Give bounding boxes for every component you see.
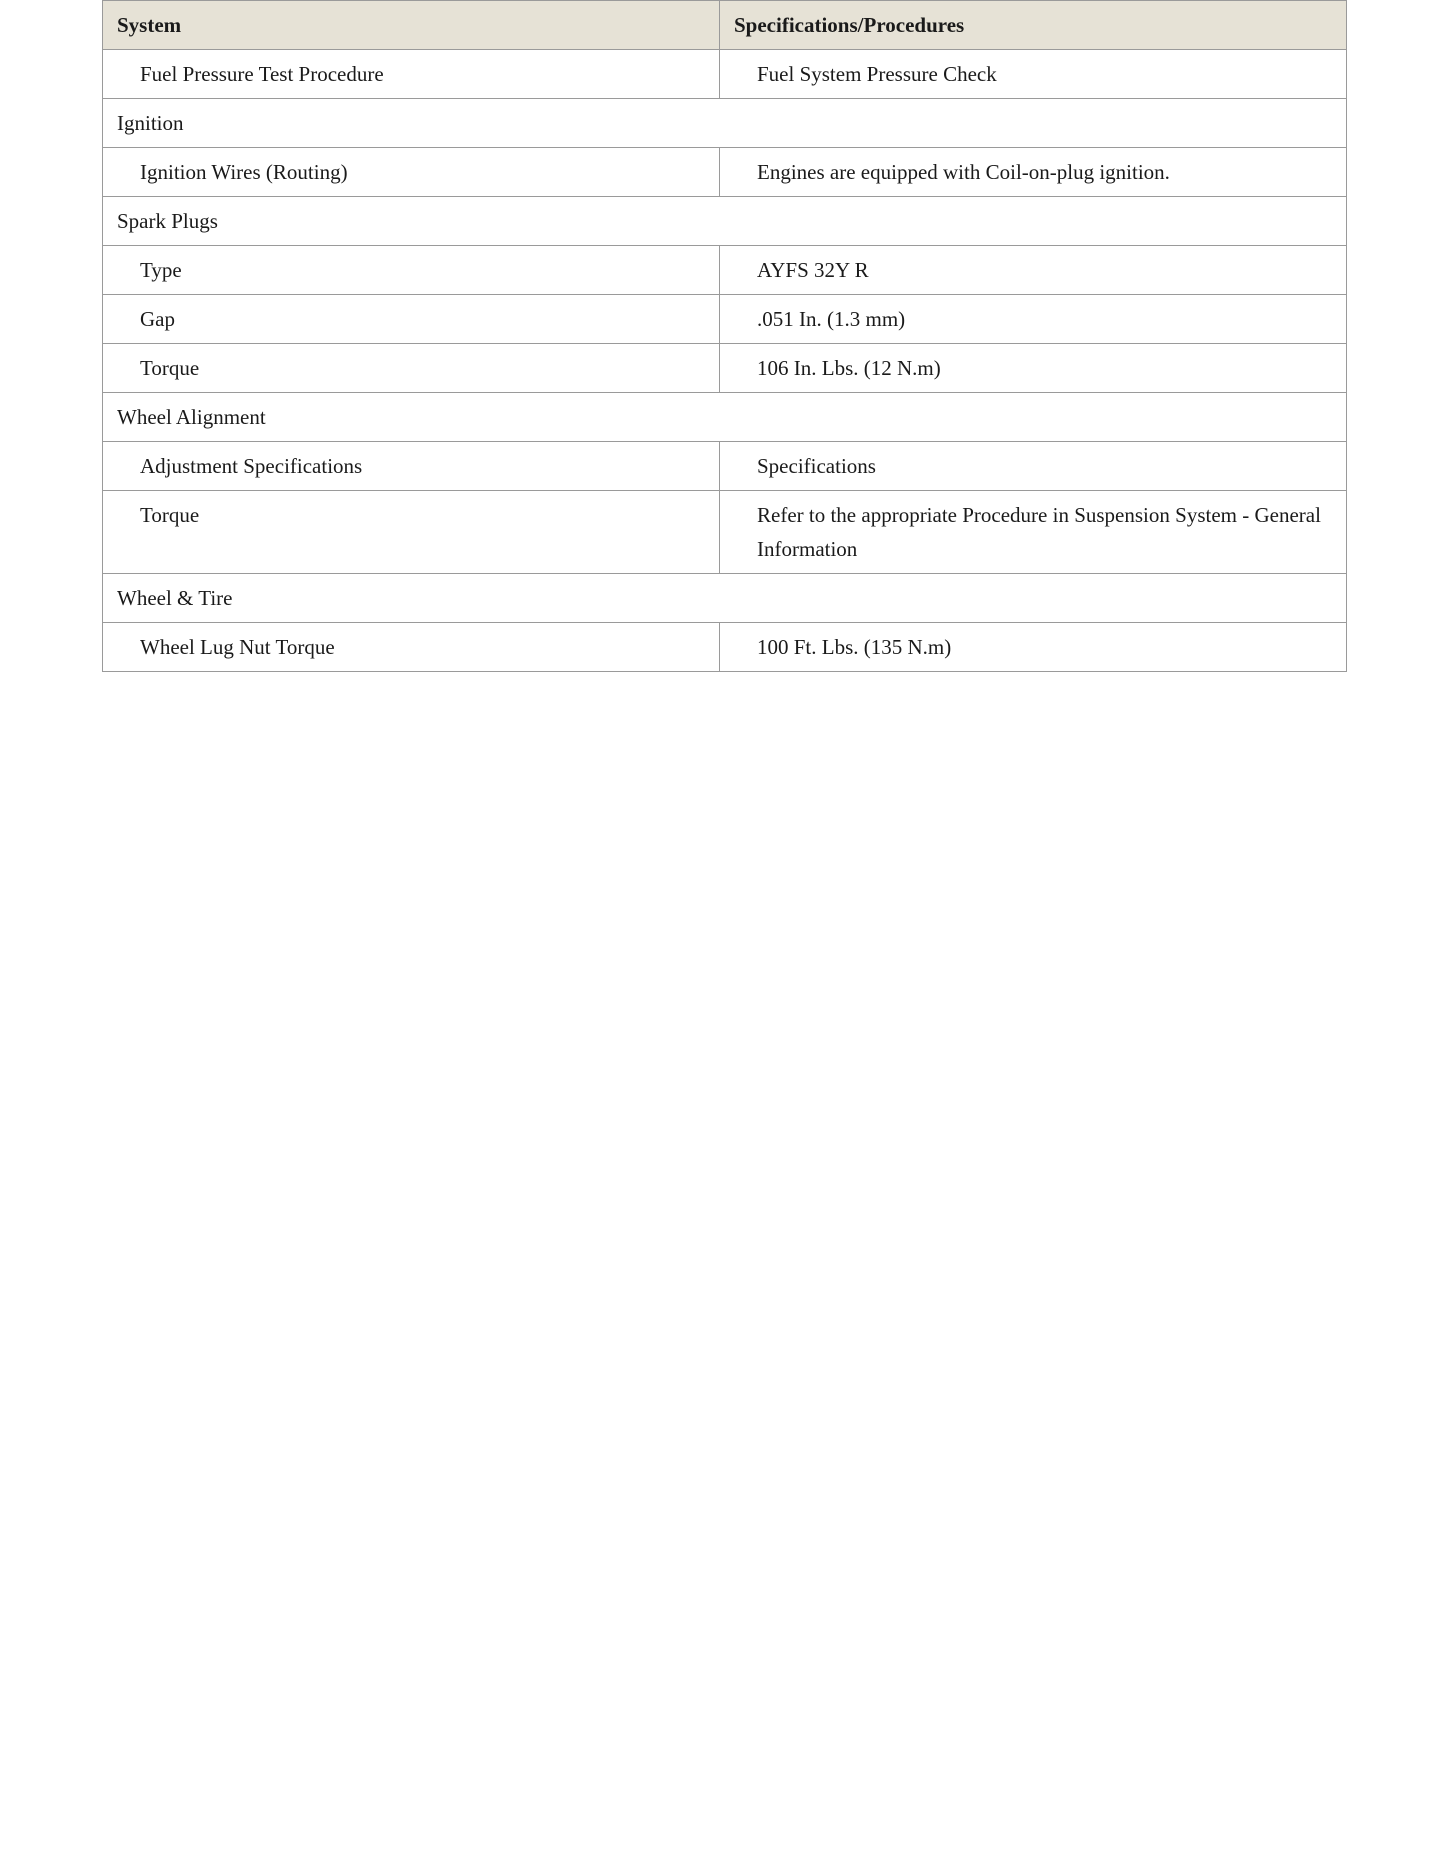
spec-cell: Fuel System Pressure Check — [720, 50, 1347, 99]
system-cell: Fuel Pressure Test Procedure — [103, 50, 720, 99]
section-row — [103, 393, 1347, 442]
section-title: Spark Plugs — [103, 197, 1347, 246]
table-row — [103, 442, 1347, 491]
table-row — [103, 491, 1347, 574]
system-cell: Ignition Wires (Routing) — [103, 148, 720, 197]
spec-cell: Specifications — [720, 442, 1347, 491]
table-header-row — [103, 1, 1347, 50]
spec-cell: 106 In. Lbs. (12 N.m) — [720, 344, 1347, 393]
system-cell: Torque — [103, 344, 720, 393]
spec-cell: AYFS 32Y R — [720, 246, 1347, 295]
section-row — [103, 574, 1347, 623]
spec-cell: 100 Ft. Lbs. (135 N.m) — [720, 623, 1347, 672]
section-row — [103, 197, 1347, 246]
system-cell: Torque — [103, 491, 720, 574]
system-cell: Type — [103, 246, 720, 295]
header-specifications: Specifications/Procedures — [720, 1, 1347, 50]
spec-cell: .051 In. (1.3 mm) — [720, 295, 1347, 344]
section-title: Ignition — [103, 99, 1347, 148]
header-system: System — [103, 1, 720, 50]
table-row — [103, 623, 1347, 672]
spec-cell: Refer to the appropriate Procedure in Suspension System - General Information — [720, 491, 1347, 574]
system-cell: Adjustment Specifications — [103, 442, 720, 491]
section-title: Wheel Alignment — [103, 393, 1347, 442]
specifications-table — [102, 0, 1347, 672]
table-row — [103, 344, 1347, 393]
spec-cell: Engines are equipped with Coil-on-plug ignition. — [720, 148, 1347, 197]
table-row — [103, 246, 1347, 295]
table-row — [103, 50, 1347, 99]
system-cell: Gap — [103, 295, 720, 344]
section-row — [103, 99, 1347, 148]
section-title: Wheel & Tire — [103, 574, 1347, 623]
table-row — [103, 148, 1347, 197]
table-row — [103, 295, 1347, 344]
system-cell: Wheel Lug Nut Torque — [103, 623, 720, 672]
